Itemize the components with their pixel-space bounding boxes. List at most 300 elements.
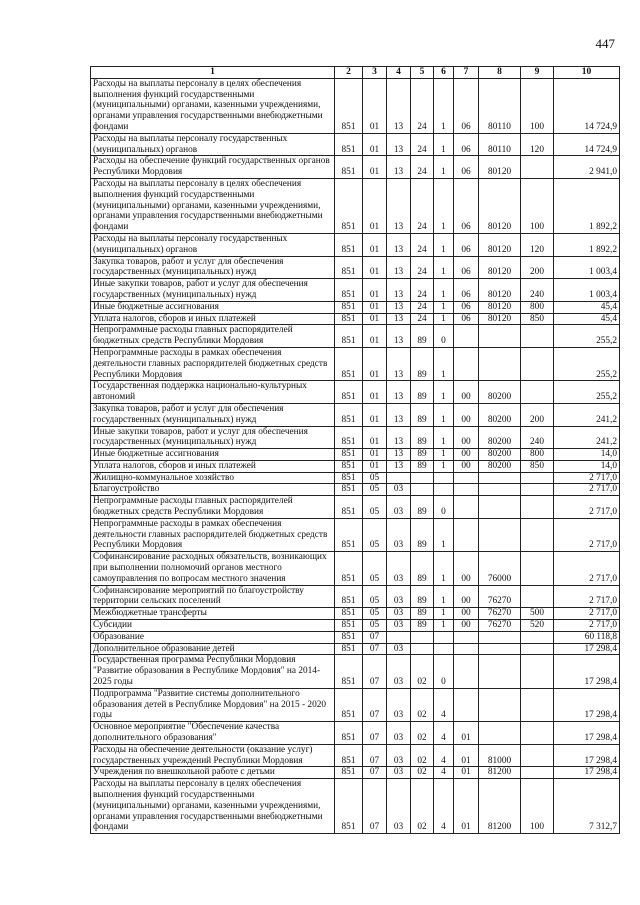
header-cell: 2 [335, 67, 363, 79]
activity-code-cell: 00 [454, 620, 479, 632]
activity-code-cell [454, 325, 479, 348]
ministry-code-cell: 851 [335, 484, 363, 496]
header-cell: 3 [363, 67, 387, 79]
item-name-cell: Межбюджетные трансферты [91, 608, 335, 620]
section-code-cell: 05 [363, 484, 387, 496]
amount-cell: 1 892,2 [554, 233, 620, 256]
activity-code-cell: 06 [454, 279, 479, 302]
section-code-cell: 01 [363, 313, 387, 325]
table-row [91, 744, 620, 767]
item-name-cell: Иные закупки товаров, работ и услуг для обеспечения государственных (муниципальных) нужд [91, 279, 335, 302]
table-body [91, 78, 620, 833]
subprogram-code-cell: 1 [434, 460, 454, 472]
section-code-cell: 01 [363, 279, 387, 302]
subsection-code-cell: 03 [387, 744, 411, 767]
program-code-cell: 89 [411, 585, 434, 608]
activity-code-cell: 01 [454, 722, 479, 745]
activity-code-cell: 00 [454, 585, 479, 608]
program-code-cell: 24 [411, 313, 434, 325]
direction-code-cell: 81200 [479, 779, 521, 834]
subprogram-code-cell: 1 [434, 518, 454, 551]
section-code-cell: 01 [363, 256, 387, 279]
section-code-cell: 07 [363, 688, 387, 721]
expense-type-cell [521, 585, 554, 608]
expense-type-cell: 120 [521, 133, 554, 156]
subprogram-code-cell: 4 [434, 767, 454, 779]
subsection-code-cell: 13 [387, 381, 411, 404]
expense-type-cell: 800 [521, 449, 554, 461]
item-name-cell: Образование [91, 631, 335, 643]
ministry-code-cell: 851 [335, 325, 363, 348]
section-code-cell: 01 [363, 233, 387, 256]
direction-code-cell: 76270 [479, 585, 521, 608]
item-name-cell: Жилищно-коммунальное хозяйство [91, 472, 335, 484]
item-name-cell: Софинансирование расходных обязательств, возникающих при выполнении полномочий органов местного самоуправления по вопросам местного значения [91, 552, 335, 585]
program-code-cell: 89 [411, 403, 434, 426]
header-cell: 7 [454, 67, 479, 79]
subprogram-code-cell: 1 [434, 156, 454, 179]
table-row [91, 279, 620, 302]
expense-type-cell [521, 325, 554, 348]
expense-type-cell [521, 643, 554, 655]
ministry-code-cell: 851 [335, 78, 363, 133]
section-code-cell: 01 [363, 133, 387, 156]
item-name-cell: Расходы на выплаты персоналу в целях обеспечения выполнения функций государственными (муниципальными) органами, казенными учреждениями, органами управления государственными внебюджетными фондами [91, 78, 335, 133]
expense-type-cell [521, 496, 554, 519]
item-name-cell: Государственная программа Республики Мордовия "Развитие образования в Республике Мордовия" на 2014-2025 годы [91, 655, 335, 688]
activity-code-cell [454, 655, 479, 688]
expense-type-cell: 500 [521, 608, 554, 620]
item-name-cell: Уплата налогов, сборов и иных платежей [91, 313, 335, 325]
subsection-code-cell [387, 631, 411, 643]
expense-type-cell [521, 518, 554, 551]
table-row [91, 313, 620, 325]
amount-cell: 14 724,9 [554, 133, 620, 156]
section-code-cell: 07 [363, 779, 387, 834]
amount-cell: 14,0 [554, 449, 620, 461]
table-row [91, 631, 620, 643]
ministry-code-cell: 851 [335, 156, 363, 179]
expense-type-cell: 800 [521, 301, 554, 313]
subsection-code-cell: 03 [387, 585, 411, 608]
activity-code-cell: 06 [454, 133, 479, 156]
item-name-cell: Расходы на выплаты персоналу государственных (муниципальных) органов [91, 233, 335, 256]
table-row [91, 608, 620, 620]
direction-code-cell: 81000 [479, 744, 521, 767]
subprogram-code-cell [434, 472, 454, 484]
expense-type-cell [521, 631, 554, 643]
ministry-code-cell: 851 [335, 767, 363, 779]
expense-type-cell: 200 [521, 256, 554, 279]
amount-cell: 2 717,0 [554, 620, 620, 632]
table-row [91, 426, 620, 449]
table-row [91, 78, 620, 133]
ministry-code-cell: 851 [335, 178, 363, 233]
ministry-code-cell: 851 [335, 688, 363, 721]
program-code-cell: 89 [411, 460, 434, 472]
subsection-code-cell: 03 [387, 518, 411, 551]
subprogram-code-cell: 1 [434, 78, 454, 133]
direction-code-cell: 80200 [479, 426, 521, 449]
ministry-code-cell: 851 [335, 643, 363, 655]
direction-code-cell: 80200 [479, 460, 521, 472]
subprogram-code-cell: 1 [434, 256, 454, 279]
expense-type-cell [521, 484, 554, 496]
section-code-cell: 01 [363, 381, 387, 404]
program-code-cell: 89 [411, 620, 434, 632]
direction-code-cell: 80200 [479, 403, 521, 426]
program-code-cell: 02 [411, 688, 434, 721]
ministry-code-cell: 851 [335, 233, 363, 256]
activity-code-cell: 00 [454, 403, 479, 426]
section-code-cell: 05 [363, 552, 387, 585]
direction-code-cell: 76270 [479, 620, 521, 632]
program-code-cell [411, 472, 434, 484]
activity-code-cell: 00 [454, 608, 479, 620]
subsection-code-cell: 03 [387, 608, 411, 620]
amount-cell: 2 717,0 [554, 484, 620, 496]
section-code-cell: 01 [363, 325, 387, 348]
ministry-code-cell: 851 [335, 460, 363, 472]
ministry-code-cell: 851 [335, 631, 363, 643]
direction-code-cell: 80110 [479, 78, 521, 133]
ministry-code-cell: 851 [335, 620, 363, 632]
subsection-code-cell: 13 [387, 449, 411, 461]
direction-code-cell: 80110 [479, 133, 521, 156]
section-code-cell: 07 [363, 631, 387, 643]
section-code-cell: 07 [363, 655, 387, 688]
program-code-cell: 24 [411, 178, 434, 233]
subsection-code-cell: 13 [387, 233, 411, 256]
activity-code-cell: 06 [454, 301, 479, 313]
expense-type-cell: 240 [521, 426, 554, 449]
subprogram-code-cell: 4 [434, 744, 454, 767]
activity-code-cell [454, 472, 479, 484]
direction-code-cell [479, 655, 521, 688]
item-name-cell: Закупка товаров, работ и услуг для обеспечения государственных (муниципальных) нужд [91, 256, 335, 279]
direction-code-cell: 81200 [479, 767, 521, 779]
subprogram-code-cell: 4 [434, 688, 454, 721]
program-code-cell: 02 [411, 767, 434, 779]
subprogram-code-cell: 1 [434, 233, 454, 256]
direction-code-cell: 80120 [479, 279, 521, 302]
ministry-code-cell: 851 [335, 403, 363, 426]
program-code-cell: 24 [411, 233, 434, 256]
item-name-cell: Софинансирование мероприятий по благоустройству территории сельских поселений [91, 585, 335, 608]
ministry-code-cell: 851 [335, 552, 363, 585]
subsection-code-cell: 13 [387, 460, 411, 472]
ministry-code-cell: 851 [335, 496, 363, 519]
table-row [91, 518, 620, 551]
subprogram-code-cell: 1 [434, 381, 454, 404]
program-code-cell: 02 [411, 722, 434, 745]
subprogram-code-cell [434, 484, 454, 496]
subprogram-code-cell: 1 [434, 620, 454, 632]
amount-cell: 17 298,4 [554, 722, 620, 745]
ministry-code-cell: 851 [335, 449, 363, 461]
expense-type-cell [521, 688, 554, 721]
amount-cell: 14 724,9 [554, 78, 620, 133]
expense-type-cell: 850 [521, 460, 554, 472]
section-code-cell: 05 [363, 472, 387, 484]
ministry-code-cell: 851 [335, 744, 363, 767]
table-row [91, 449, 620, 461]
item-name-cell: Закупка товаров, работ и услуг для обеспечения государственных (муниципальных) нужд [91, 403, 335, 426]
expense-type-cell: 850 [521, 313, 554, 325]
expense-type-cell: 120 [521, 233, 554, 256]
ministry-code-cell: 851 [335, 256, 363, 279]
item-name-cell: Непрограммные расходы в рамках обеспечения деятельности главных распорядителей бюджетных средств Республики Мордовия [91, 347, 335, 380]
table-row [91, 688, 620, 721]
activity-code-cell [454, 496, 479, 519]
amount-cell: 255,2 [554, 381, 620, 404]
expense-type-cell: 240 [521, 279, 554, 302]
activity-code-cell: 01 [454, 779, 479, 834]
activity-code-cell: 00 [454, 552, 479, 585]
amount-cell: 1 003,4 [554, 279, 620, 302]
table-row [91, 472, 620, 484]
activity-code-cell [454, 631, 479, 643]
ministry-code-cell: 851 [335, 722, 363, 745]
program-code-cell: 24 [411, 256, 434, 279]
amount-cell: 2 717,0 [554, 608, 620, 620]
table-row [91, 325, 620, 348]
amount-cell: 17 298,4 [554, 767, 620, 779]
program-code-cell: 24 [411, 279, 434, 302]
section-code-cell: 01 [363, 347, 387, 380]
direction-code-cell: 80120 [479, 256, 521, 279]
subsection-code-cell: 13 [387, 78, 411, 133]
table-row [91, 620, 620, 632]
ministry-code-cell: 851 [335, 585, 363, 608]
subsection-code-cell: 13 [387, 313, 411, 325]
amount-cell: 14,0 [554, 460, 620, 472]
amount-cell: 17 298,4 [554, 655, 620, 688]
program-code-cell [411, 631, 434, 643]
subprogram-code-cell: 1 [434, 279, 454, 302]
item-name-cell: Иные бюджетные ассигнования [91, 301, 335, 313]
section-code-cell: 07 [363, 744, 387, 767]
direction-code-cell [479, 472, 521, 484]
item-name-cell: Иные закупки товаров, работ и услуг для обеспечения государственных (муниципальных) нужд [91, 426, 335, 449]
expense-type-cell [521, 552, 554, 585]
section-code-cell: 07 [363, 643, 387, 655]
section-code-cell: 05 [363, 620, 387, 632]
section-code-cell: 05 [363, 518, 387, 551]
direction-code-cell: 80120 [479, 178, 521, 233]
program-code-cell: 02 [411, 744, 434, 767]
amount-cell: 2 941,0 [554, 156, 620, 179]
direction-code-cell [479, 688, 521, 721]
program-code-cell: 02 [411, 655, 434, 688]
item-name-cell: Иные бюджетные ассигнования [91, 449, 335, 461]
direction-code-cell [479, 484, 521, 496]
amount-cell: 2 717,0 [554, 585, 620, 608]
direction-code-cell: 80120 [479, 156, 521, 179]
ministry-code-cell: 851 [335, 426, 363, 449]
subsection-code-cell: 13 [387, 178, 411, 233]
direction-code-cell: 80120 [479, 301, 521, 313]
program-code-cell: 89 [411, 518, 434, 551]
table-header [91, 67, 620, 79]
subsection-code-cell: 03 [387, 722, 411, 745]
expense-type-cell: 100 [521, 779, 554, 834]
subprogram-code-cell [434, 631, 454, 643]
section-code-cell: 01 [363, 403, 387, 426]
program-code-cell: 89 [411, 496, 434, 519]
expense-type-cell [521, 655, 554, 688]
item-name-cell: Дополнительное образование детей [91, 643, 335, 655]
subsection-code-cell: 13 [387, 403, 411, 426]
item-name-cell: Уплата налогов, сборов и иных платежей [91, 460, 335, 472]
section-code-cell: 01 [363, 301, 387, 313]
table-row [91, 233, 620, 256]
amount-cell: 45,4 [554, 313, 620, 325]
program-code-cell: 24 [411, 133, 434, 156]
expense-type-cell: 100 [521, 78, 554, 133]
section-code-cell: 07 [363, 722, 387, 745]
subprogram-code-cell: 1 [434, 585, 454, 608]
subprogram-code-cell [434, 643, 454, 655]
program-code-cell: 24 [411, 78, 434, 133]
direction-code-cell [479, 722, 521, 745]
header-cell: 6 [434, 67, 454, 79]
table-row [91, 585, 620, 608]
expense-type-cell: 200 [521, 403, 554, 426]
amount-cell: 255,2 [554, 325, 620, 348]
table-row [91, 655, 620, 688]
direction-code-cell [479, 496, 521, 519]
item-name-cell: Непрограммные расходы главных распорядителей бюджетных средств Республики Мордовия [91, 325, 335, 348]
expense-type-cell [521, 744, 554, 767]
activity-code-cell: 06 [454, 256, 479, 279]
program-code-cell: 89 [411, 347, 434, 380]
ministry-code-cell: 851 [335, 347, 363, 380]
item-name-cell: Благоустройство [91, 484, 335, 496]
item-name-cell: Основное мероприятие "Обеспечение качества дополнительного образования" [91, 722, 335, 745]
activity-code-cell [454, 643, 479, 655]
section-code-cell: 05 [363, 585, 387, 608]
amount-cell: 45,4 [554, 301, 620, 313]
table-row [91, 779, 620, 834]
subsection-code-cell: 13 [387, 347, 411, 380]
activity-code-cell: 00 [454, 460, 479, 472]
subprogram-code-cell: 1 [434, 347, 454, 380]
program-code-cell [411, 643, 434, 655]
ministry-code-cell: 851 [335, 655, 363, 688]
direction-code-cell [479, 518, 521, 551]
expense-type-cell [521, 156, 554, 179]
amount-cell: 2 717,0 [554, 552, 620, 585]
direction-code-cell: 80120 [479, 313, 521, 325]
direction-code-cell [479, 631, 521, 643]
activity-code-cell [454, 347, 479, 380]
activity-code-cell: 06 [454, 313, 479, 325]
ministry-code-cell: 851 [335, 301, 363, 313]
program-code-cell: 89 [411, 426, 434, 449]
activity-code-cell: 06 [454, 178, 479, 233]
item-name-cell: Непрограммные расходы в рамках обеспечения деятельности главных распорядителей бюджетных средств Республики Мордовия [91, 518, 335, 551]
table-row [91, 347, 620, 380]
table-row [91, 133, 620, 156]
subprogram-code-cell: 4 [434, 779, 454, 834]
table-row [91, 256, 620, 279]
direction-code-cell: 80120 [479, 233, 521, 256]
section-code-cell: 01 [363, 460, 387, 472]
item-name-cell: Расходы на выплаты персоналу в целях обеспечения выполнения функций государственными (муниципальными) органами, казенными учреждениями, органами управления государственными внебюджетными фондами [91, 779, 335, 834]
subsection-code-cell: 13 [387, 301, 411, 313]
program-code-cell: 24 [411, 301, 434, 313]
table-row [91, 403, 620, 426]
program-code-cell: 24 [411, 156, 434, 179]
subsection-code-cell: 13 [387, 325, 411, 348]
subprogram-code-cell: 1 [434, 301, 454, 313]
table-row [91, 301, 620, 313]
program-code-cell: 89 [411, 552, 434, 585]
table-row [91, 156, 620, 179]
ministry-code-cell: 851 [335, 313, 363, 325]
amount-cell: 17 298,4 [554, 643, 620, 655]
activity-code-cell [454, 518, 479, 551]
table-row [91, 722, 620, 745]
subsection-code-cell: 03 [387, 484, 411, 496]
table-row [91, 767, 620, 779]
activity-code-cell: 01 [454, 767, 479, 779]
amount-cell: 241,2 [554, 403, 620, 426]
subsection-code-cell: 13 [387, 256, 411, 279]
expense-type-cell: 100 [521, 178, 554, 233]
amount-cell: 17 298,4 [554, 688, 620, 721]
subsection-code-cell: 13 [387, 426, 411, 449]
subsection-code-cell: 03 [387, 552, 411, 585]
expense-type-cell: 520 [521, 620, 554, 632]
expense-type-cell [521, 347, 554, 380]
ministry-code-cell: 851 [335, 381, 363, 404]
section-code-cell: 07 [363, 767, 387, 779]
expense-type-cell [521, 767, 554, 779]
activity-code-cell: 00 [454, 381, 479, 404]
subprogram-code-cell: 1 [434, 552, 454, 585]
section-code-cell: 05 [363, 496, 387, 519]
subsection-code-cell: 03 [387, 620, 411, 632]
item-name-cell: Непрограммные расходы главных распорядителей бюджетных средств Республики Мордовия [91, 496, 335, 519]
table-row [91, 484, 620, 496]
subprogram-code-cell: 4 [434, 722, 454, 745]
section-code-cell: 01 [363, 78, 387, 133]
header-cell: 4 [387, 67, 411, 79]
amount-cell: 2 717,0 [554, 518, 620, 551]
subprogram-code-cell: 1 [434, 178, 454, 233]
item-name-cell: Подпрограмма "Развитие системы дополнительного образования детей в Республике Мордовия" на 2015 - 2020 годы [91, 688, 335, 721]
activity-code-cell: 06 [454, 233, 479, 256]
subsection-code-cell: 03 [387, 688, 411, 721]
direction-code-cell: 76270 [479, 608, 521, 620]
subsection-code-cell: 13 [387, 133, 411, 156]
item-name-cell: Субсидии [91, 620, 335, 632]
program-code-cell: 89 [411, 325, 434, 348]
direction-code-cell: 80200 [479, 449, 521, 461]
subsection-code-cell [387, 472, 411, 484]
ministry-code-cell: 851 [335, 779, 363, 834]
subprogram-code-cell: 1 [434, 313, 454, 325]
direction-code-cell [479, 325, 521, 348]
budget-table [90, 66, 620, 834]
item-name-cell: Расходы на выплаты персоналу государственных (муниципальных) органов [91, 133, 335, 156]
amount-cell: 2 717,0 [554, 496, 620, 519]
section-code-cell: 05 [363, 608, 387, 620]
subsection-code-cell: 13 [387, 156, 411, 179]
subprogram-code-cell: 1 [434, 608, 454, 620]
